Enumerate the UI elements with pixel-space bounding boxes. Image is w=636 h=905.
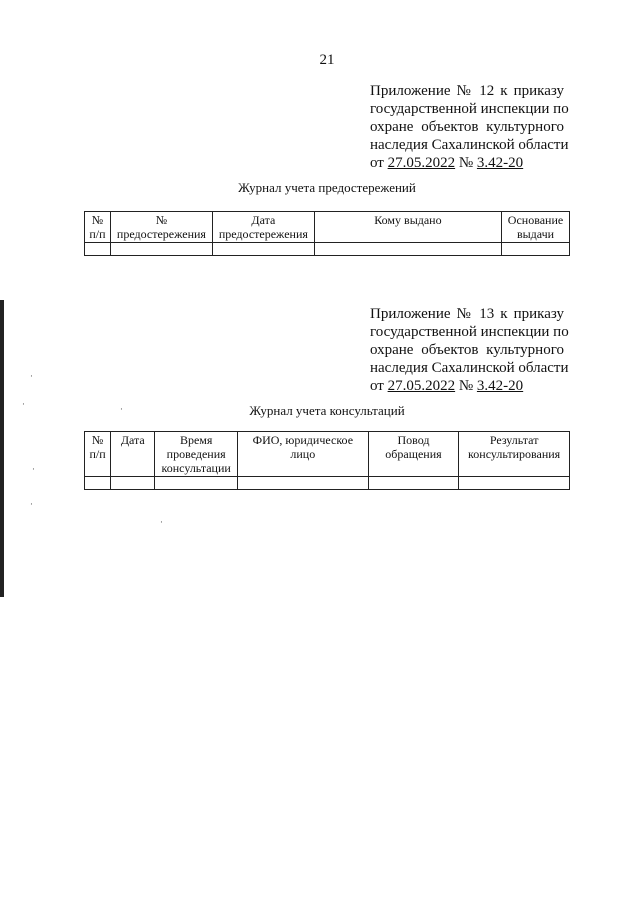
journal-1-col-warning-num: № предостережения [110,212,212,243]
appendix-13-number: 3.42-20 [476,378,524,394]
journal-1-col-warning-date: Дата предостережения [212,212,314,243]
journal-1-cell [85,243,111,256]
appendix-13-line-4: наследия Сахалинской области [370,360,569,376]
journal-2-col-result: Результат консультирования [459,432,570,477]
journal-2-empty-row [85,477,570,490]
journal-2-cell [459,477,570,490]
journal-1-table [84,211,570,256]
journal-2-cell [85,477,111,490]
appendix-12-line-2: государственной инспекции по [370,101,569,117]
journal-2-cell [237,477,368,490]
scan-speck: · [160,518,163,528]
journal-1-col-num: № п/п [85,212,111,243]
appendix-13-header [370,305,569,395]
scan-speck: · [30,500,33,510]
appendix-12-header [370,82,569,172]
appendix-12-line-4: наследия Сахалинской области [370,137,569,153]
journal-2-col-num: № п/п [85,432,111,477]
scan-binding-edge [0,300,4,597]
appendix-13-date: 27.05.2022 [387,378,456,394]
journal-1-col-issued-to: Кому выдано [314,212,501,243]
journal-2-col-time: Время проведения консультации [155,432,238,477]
journal-2-table [84,431,570,490]
appendix-13-line-2: государственной инспекции по [370,324,569,340]
journal-2-col-reason: Повод обращения [368,432,459,477]
appendix-13-line-1: Приложение № 13 к приказу [370,306,564,322]
scan-speck: · [120,405,123,415]
appendix-13-line-3: охране объектов культурного [370,342,564,358]
journal-1-cell [314,243,501,256]
journal-1-cell [110,243,212,256]
journal-1-cell [502,243,570,256]
appendix-12-date: 27.05.2022 [387,155,456,171]
page-number: 21 [319,52,335,68]
appendix-13-num-sign: № [455,378,477,394]
journal-1-col-basis: Основание выдачи [502,212,570,243]
journal-2-cell [368,477,459,490]
scan-speck: · [32,465,35,475]
appendix-12-from: от [370,155,388,171]
appendix-12-order-ref [370,154,564,172]
appendix-12-num-sign: № [455,155,477,171]
journal-2-cell [111,477,155,490]
journal-2-title: Журнал учета консультаций [249,403,405,418]
journal-1-empty-row [85,243,570,256]
appendix-13-from: от [370,378,388,394]
scan-speck: · [22,400,25,410]
journal-2-col-name: ФИО, юридическое лицо [237,432,368,477]
journal-1-title: Журнал учета предостережений [238,180,416,195]
journal-2-col-date: Дата [111,432,155,477]
scan-speck: · [30,372,33,382]
appendix-12-number: 3.42-20 [476,155,524,171]
journal-2-header-row [85,432,570,477]
appendix-13-order-ref [370,377,564,395]
journal-1-header-row [85,212,570,243]
journal-2-cell [155,477,238,490]
journal-1-cell [212,243,314,256]
appendix-12-line-1: Приложение № 12 к приказу [370,83,564,99]
appendix-12-line-3: охране объектов культурного [370,119,564,135]
